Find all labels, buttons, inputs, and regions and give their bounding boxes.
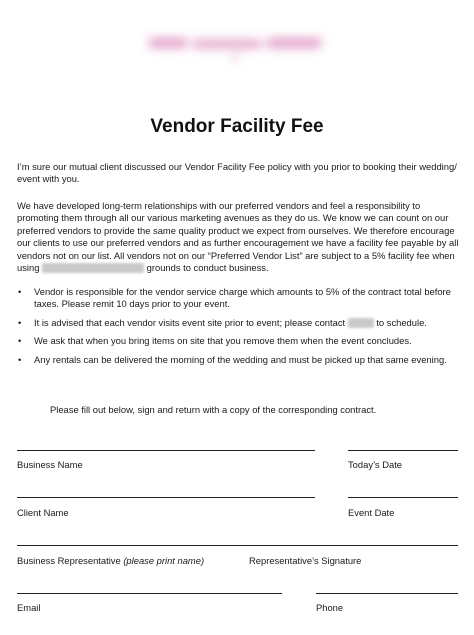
business-name-line[interactable]	[17, 450, 315, 451]
event-date-line[interactable]	[348, 497, 458, 498]
list-item-text: We ask that when you bring items on site that you remove them when the event concludes.	[34, 335, 412, 347]
list-item-text: Vendor is responsible for the vendor service charge which amounts to 5% of the contract total before taxes. Please remit 10 days prior to your event.	[34, 286, 451, 310]
business-rep-note: (please print name)	[123, 555, 205, 566]
email-label: Email	[17, 602, 41, 613]
body-text-part1: We have developed long-term relationships with our preferred vendors and feel a responsibility to promoting them through all our various marketing avenues as they do us. We know we can count on our preferred vendors to provide the same quality product we expect from ourselves. We therefore encourage our clients to use our preferred vendors and as further encouragement we have a facility fee payable by all vendors not on our list. All vendors not on our “Preferred Vendor List” are subject to a 5% facility fee when using	[17, 200, 459, 274]
business-name-label: Business Name	[17, 459, 83, 470]
bullet-icon: •	[18, 286, 22, 297]
todays-date-label: Today’s Date	[348, 459, 403, 470]
list-item-text-tail: to schedule.	[376, 316, 427, 328]
bullet-icon: •	[18, 353, 22, 365]
email-line[interactable]	[17, 593, 282, 594]
client-name-label: Client Name	[17, 507, 69, 518]
list-item	[17, 354, 462, 366]
list-item	[17, 317, 462, 329]
event-date-label: Event Date	[348, 507, 395, 518]
intro-paragraph: I’m sure our mutual client discussed our Vendor Facility Fee policy with you prior to booking their wedding/ event with you.	[17, 161, 457, 185]
document-title: Vendor Facility Fee	[150, 116, 324, 137]
list-item-text: Any rentals can be delivered the morning of the wedding and must be picked up that same evening.	[34, 353, 447, 365]
todays-date-line[interactable]	[348, 450, 458, 451]
redacted-contact	[348, 318, 374, 328]
business-rep-text: Business Representative	[17, 555, 121, 566]
list-item	[17, 286, 462, 311]
representative-line[interactable]	[17, 545, 458, 546]
body-paragraph	[17, 200, 462, 274]
list-item	[17, 335, 462, 347]
instructions: Please fill out below, sign and return with a copy of the corresponding contract.	[50, 404, 377, 415]
venue-logo	[140, 28, 330, 62]
bullet-icon: •	[18, 335, 22, 347]
phone-label: Phone	[316, 602, 344, 613]
redacted-venue-name	[42, 263, 144, 273]
body-text-part2: grounds to conduct business.	[146, 262, 269, 274]
client-name-line[interactable]	[17, 497, 315, 498]
list-item-text: It is advised that each vendor visits event site prior to event; please contact	[34, 316, 346, 328]
phone-line[interactable]	[316, 593, 458, 594]
bullet-icon: •	[18, 316, 22, 328]
business-rep-label	[17, 555, 204, 566]
rep-signature-label: Representative’s Signature	[249, 555, 362, 566]
policy-list	[17, 286, 462, 366]
